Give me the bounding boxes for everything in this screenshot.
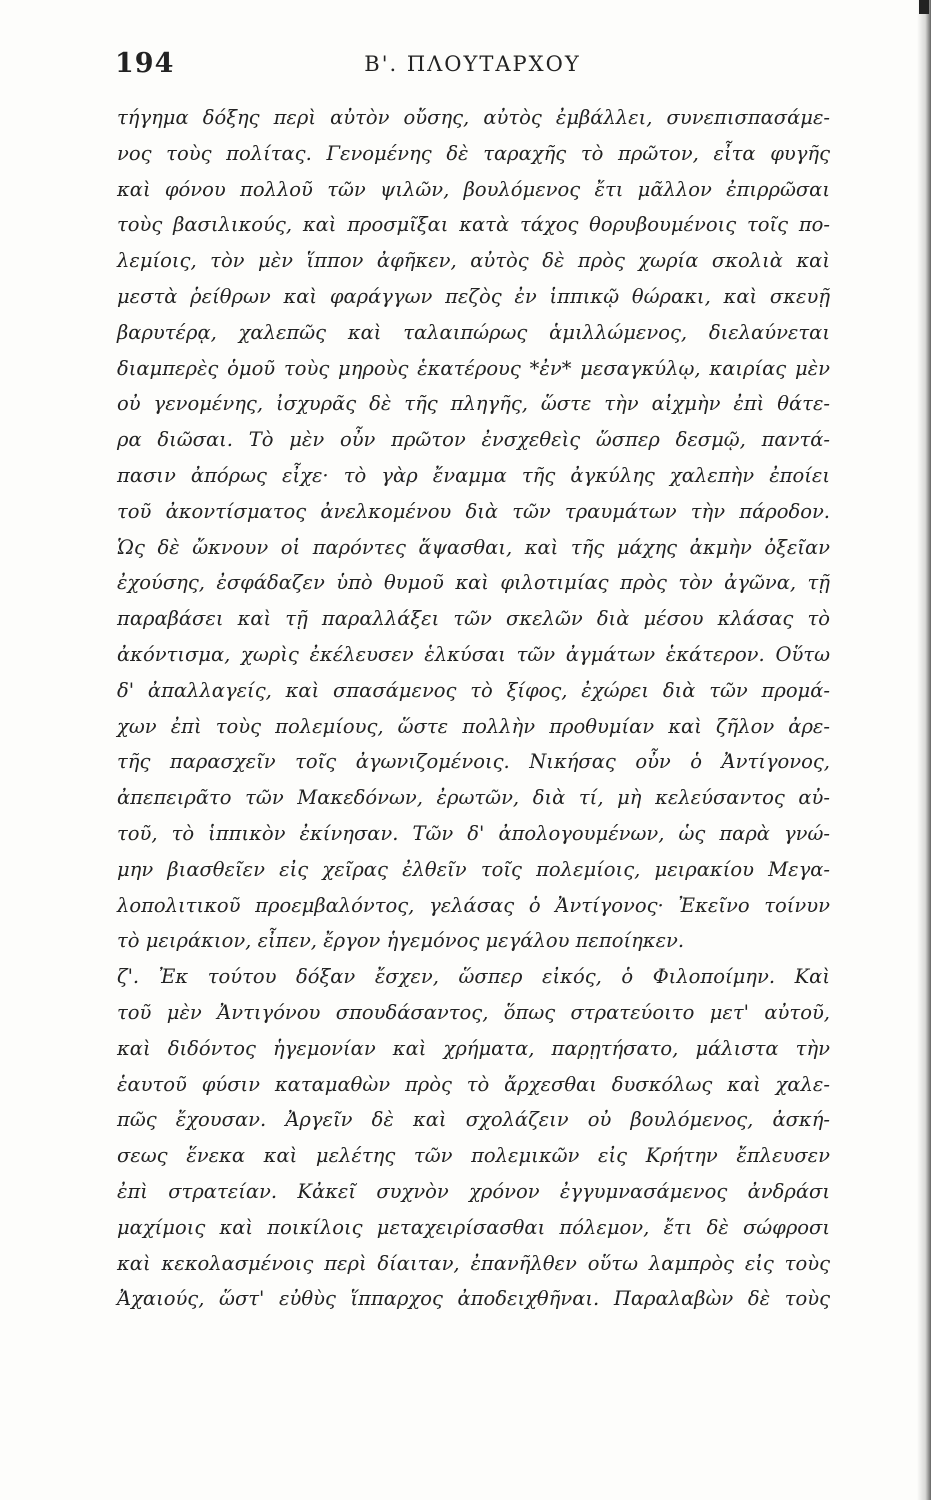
text-line: τοὺς βασιλικούς, καὶ προσμῖξαι κατὰ τάχος θορυβουμένοις τοῖς πο- (117, 213, 830, 237)
text-line: καὶ διδόντος ἡγεμονίαν καὶ χρήματα, παρῃτήσατο, μάλιστα τὴν (117, 1036, 830, 1060)
running-head: Β'. ΠΛΟΥΤΑΡΧΟΥ (364, 52, 581, 76)
text-line: μαχίμοις καὶ ποικίλοις μεταχειρίσασθαι πόλεμον, ἔτι δὲ σώφροσι (117, 1215, 830, 1239)
text-line: ρα διῶσαι. Τὸ μὲν οὖν πρῶτον ἐνσχεθεὶς ὥσπερ δεσμῷ, παντά- (117, 428, 830, 452)
text-line: πασιν ἀπόρως εἶχε· τὸ γὰρ ἔναμμα τῆς ἀγκύλης χαλεπὴν ἐποίει (117, 463, 830, 487)
page-header (115, 48, 830, 88)
text-line: τῆς παρασχεῖν τοῖς ἀγωνιζομένοις. Νικήσας οὖν ὁ Ἀντίγονος, (117, 750, 830, 774)
text-line: ἑαυτοῦ φύσιν καταμαθὼν πρὸς τὸ ἄρχεσθαι δυσκόλως καὶ χαλε- (117, 1072, 830, 1096)
text-line: μην βιασθεῖεν εἰς χεῖρας ἐλθεῖν τοῖς πολεμίοις, μειρακίου Μεγα- (117, 857, 830, 881)
page-number: 194 (115, 48, 175, 79)
body-text (117, 100, 830, 1317)
text-line: λεμίοις, τὸν μὲν ἵππον ἀφῆκεν, αὐτὸς δὲ πρὸς χωρία σκολιὰ καὶ (117, 249, 830, 273)
text-line: ἀπεπειρᾶτο τῶν Μακεδόνων, ἐρωτῶν, διὰ τί, μὴ κελεύσαντος αὐ- (117, 786, 830, 810)
text-line: χων ἐπὶ τοὺς πολεμίους, ὥστε πολλὴν προθυμίαν καὶ ζῆλον ἀρε- (117, 714, 830, 738)
text-line: οὐ γενομένης, ἰσχυρᾶς δὲ τῆς πληγῆς, ὥστε τὴν αἰχμὴν ἐπὶ θάτε- (117, 392, 830, 416)
text-line: λοπολιτικοῦ προεμβαλόντος, γελάσας ὁ Ἀντίγονος· Ἐκεῖνο τοίνυν (117, 893, 830, 917)
text-line: ζ'. Ἐκ τούτου δόξαν ἔσχεν, ὥσπερ εἰκός, ὁ Φιλοποίμην. Καὶ (117, 965, 830, 989)
text-line: τοῦ ἀκοντίσματος ἀνελκομένου διὰ τῶν τραυμάτων τὴν πάροδον. (117, 499, 830, 523)
text-line: σεως ἕνεκα καὶ μελέτης τῶν πολεμικῶν εἰς Κρήτην ἔπλευσεν (117, 1144, 830, 1168)
text-line: παραβάσει καὶ τῇ παραλλάξει τῶν σκελῶν διὰ μέσου κλάσας τὸ (117, 607, 830, 631)
text-line: νος τοὺς πολίτας. Γενομένης δὲ ταραχῆς τὸ πρῶτον, εἶτα φυγῆς (117, 141, 830, 165)
text-line: Ἀχαιούς, ὥστ' εὐθὺς ἵππαρχος ἀποδειχθῆναι. Παραλαβὼν δὲ τοὺς (117, 1287, 830, 1311)
page-corner-mark (919, 0, 929, 14)
text-line: ἀκόντισμα, χωρὶς ἐκέλευσεν ἑλκύσαι τῶν ἀγμάτων ἑκάτερον. Οὕτω (117, 642, 830, 666)
text-line: πῶς ἔχουσαν. Ἀργεῖν δὲ καὶ σχολάζειν οὐ βουλόμενος, ἀσκή- (117, 1108, 830, 1132)
text-line: διαμπερὲς ὁμοῦ τοὺς μηροὺς ἑκατέρους *ἐν* μεσαγκύλῳ, καιρίας μὲν (117, 356, 830, 380)
text-line: μεστὰ ῥείθρων καὶ φαράγγων πεζὸς ἐν ἱππικῷ θώρακι, καὶ σκευῇ (117, 284, 830, 308)
text-line: βαρυτέρᾳ, χαλεπῶς καὶ ταλαιπώρως ἁμιλλώμενος, διελαύνεται (117, 320, 830, 344)
page-edge-shadow (917, 0, 931, 1500)
text-line: ἐχούσης, ἐσφάδαζεν ὑπὸ θυμοῦ καὶ φιλοτιμίας πρὸς τὸν ἀγῶνα, τῇ (117, 571, 830, 595)
text-line: καὶ φόνου πολλοῦ τῶν ψιλῶν, βουλόμενος ἔτι μᾶλλον ἐπιρρῶσαι (117, 177, 830, 201)
text-line: τήγημα δόξης περὶ αὐτὸν οὔσης, αὐτὸς ἐμβάλλει, συνεπισπασάμε- (117, 106, 830, 129)
text-line: δ' ἀπαλλαγείς, καὶ σπασάμενος τὸ ξίφος, ἐχώρει διὰ τῶν προμά- (117, 678, 830, 702)
text-line: ἐπὶ στρατείαν. Κἀκεῖ συχνὸν χρόνον ἐγγυμνασάμενος ἀνδράσι (117, 1179, 830, 1203)
text-line: καὶ κεκολασμένοις περὶ δίαιταν, ἐπανῆλθεν οὕτω λαμπρὸς εἰς τοὺς (117, 1251, 830, 1275)
text-line: τοῦ μὲν Ἀντιγόνου σπουδάσαντος, ὅπως στρατεύοιτο μετ' αὐτοῦ, (117, 1000, 830, 1024)
text-line: τὸ μειράκιον, εἶπεν, ἔργον ἡγεμόνος μεγάλου πεποίηκεν. (117, 929, 685, 953)
text-line: Ὡς δὲ ὤκνουν οἱ παρόντες ἅψασθαι, καὶ τῆς μάχης ἀκμὴν ὀξεῖαν (117, 535, 830, 559)
text-line: τοῦ, τὸ ἱππικὸν ἐκίνησαν. Τῶν δ' ἀπολογουμένων, ὡς παρὰ γνώ- (117, 821, 830, 845)
